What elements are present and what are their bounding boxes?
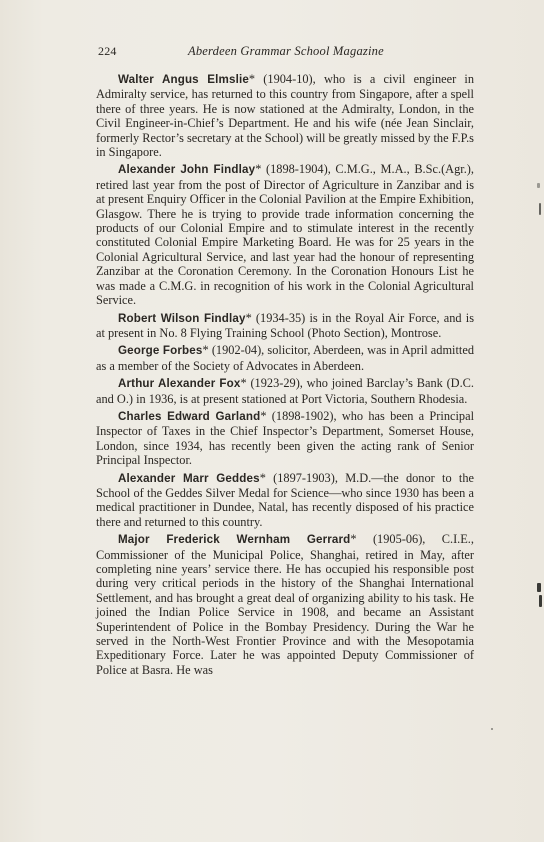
page-header <box>0 44 544 62</box>
body-text <box>96 72 474 680</box>
entry-text: * (1902-04), solicitor, Aberdeen, was in April admitted as a member of the Society of Advocates in Aberdeen. <box>96 343 474 373</box>
entry-findlay-robert <box>96 311 474 341</box>
margin-mark <box>537 183 540 188</box>
margin-mark <box>491 728 493 730</box>
margin-mark <box>539 203 541 215</box>
entry-garland <box>96 409 474 468</box>
entry-text: * (1904-10), who is a civil engineer in Admiralty service, has returned to this country from Singapore, after a spell there of three years. He is now stationed at the Admiralty, London, in the Civil Engineer-in-Chief’s Department. He and his wife (née Jean Sinclair, formerly Rector’s secretary at the School) will be greatly missed by the F.P.s in Singapore. <box>96 72 474 160</box>
entry-name: Alexander John Findlay <box>118 163 256 177</box>
entry-name: Charles Edward Garland <box>118 409 261 423</box>
entry-text: * (1898-1904), C.M.G., M.A., B.Sc.(Agr.), retired last year from the post of Director of Agriculture in Zanzibar and is at present Enquiry Officer in the Colonial Pavilion at the Empire Exhibition, Glasgow. There he is trying to provide trade information concerning the products of our Colonial Empire and to stimulate interest in the recently constituted Colonial Empire Marketing Board. He was for 25 years in the Colonial Agricultural Service, and last year had the honour of representing Zanzibar at the Coronation Ceremony. In the Coronation Honours List he was made a C.M.G. in recognition of his work in the Colonial Agricultural Service. <box>96 162 474 308</box>
entry-text: * (1897-1903), M.D.—the donor to the School of the Geddes Silver Medal for Science—who since 1930 has been a medical practitioner in Dundee, Natal, has recently disposed of his practice there and returned to this country. <box>96 470 474 529</box>
entry-text: * (1905-06), C.I.E., Commissioner of the Municipal Police, Shanghai, retired in May, after completing nine years’ service there. He has occupied his responsible post during very critical periods in the history of the Shanghai International Settlement, and has brought a great deal of organizing ability to his task. He joined the Indian Police Service in 1908, and became an Assistant Superintendent of Police in the Bombay Presidency. During the War he served in the North-West Frontier Province and with the Mesopotamia Expeditionary Force. Later he was appointed Deputy Commissioner of Police at Basra. He was <box>96 532 474 677</box>
entry-text: * (1923-29), who joined Barclay’s Bank (D.C. and O.) in 1936, is at present stationed at Port Victoria, Southern Rhodesia. <box>96 376 474 406</box>
entry-text: * (1934-35) is in the Royal Air Force, and is at present in No. 8 Flying Training School (Photo Section), Montrose. <box>96 310 474 340</box>
entry-name: Walter Angus Elmslie <box>118 73 249 86</box>
entry-geddes <box>96 471 474 530</box>
entry-text: * (1898-1902), who has been a Principal Inspector of Taxes in the Chief Inspector’s Department, Somerset House, London, since 1934, has recently been given the acting rank of Senior Principal Inspector. <box>96 408 474 468</box>
margin-mark <box>537 583 541 592</box>
entry-gerrard <box>96 532 474 677</box>
entry-name: George Forbes <box>118 344 203 358</box>
entry-name: Robert Wilson Findlay <box>118 311 246 325</box>
entry-name: Alexander Marr Geddes <box>118 471 260 485</box>
entry-name: Arthur Alexander Fox <box>118 377 241 391</box>
entry-findlay-alexander <box>96 162 474 307</box>
running-title: Aberdeen Grammar School Magazine <box>188 44 384 58</box>
entry-name: Major Frederick Wernham Gerrard <box>118 533 351 547</box>
entry-elmslie <box>96 72 474 159</box>
entry-forbes <box>96 343 474 373</box>
entry-fox <box>96 376 474 406</box>
page-number: 224 <box>98 44 117 58</box>
margin-mark <box>539 595 542 607</box>
